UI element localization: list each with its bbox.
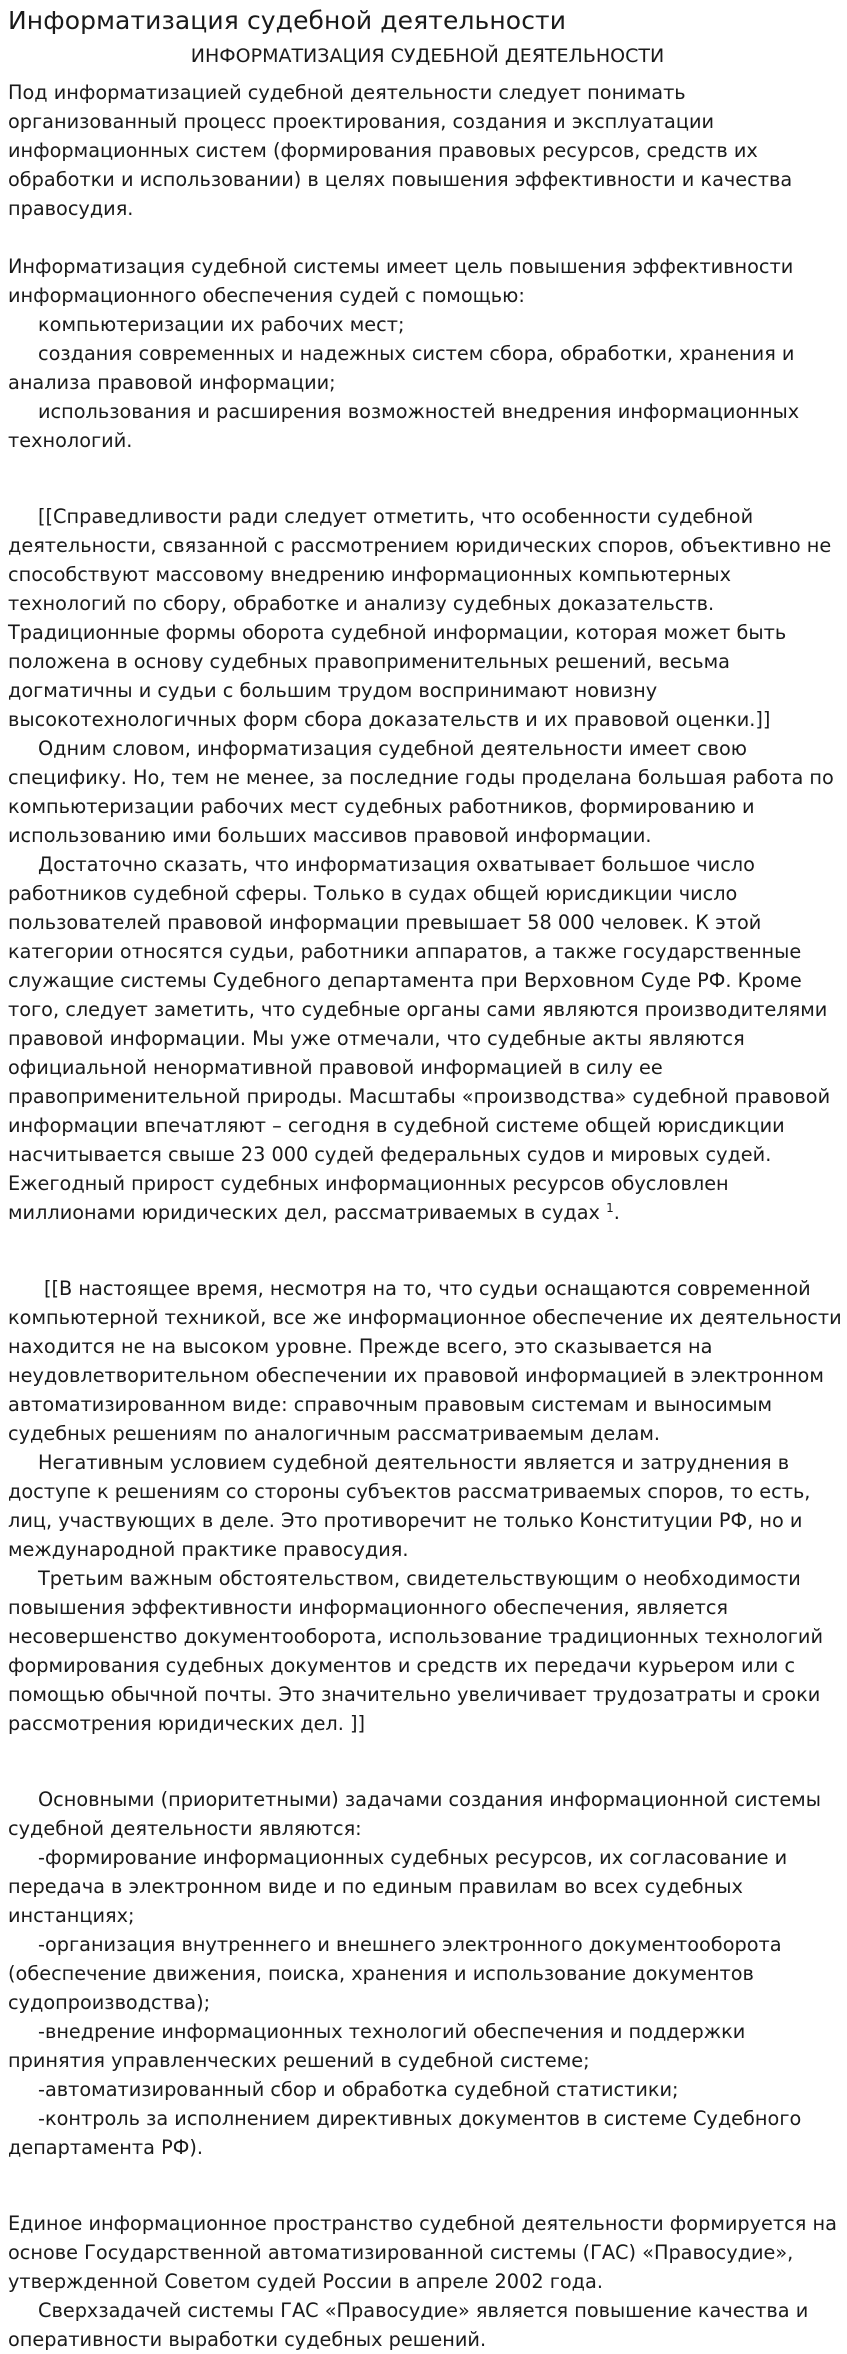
paragraph-specifics: Одним словом, информатизация судебной деятельности имеет свою специфику. Но, тем не менее, за последние годы проделана большая работа по компьютеризации рабочих мест судебных работников, формированию и использованию ими больших массивов правовой информации.: [8, 737, 834, 847]
paragraph-statistics-text: Достаточно сказать, что информатизация охватывает большое число работников судебной сферы. Только в судах общей юрисдикции число пользователей правовой информации превышает 58 000 человек. К этой категории относятся судьи, работники аппаратов, а также государственные служащие системы Судебного департамента при Верховном Суде РФ. Кроме того, следует заметить, что судебные органы сами являются производителями правовой информации. Мы уже отмечали, что судебные акты являются официальной ненормативной правовой информацией в силу ее правоприменительной природы. Масштабы «производства» судебной правовой информации впечатляют – сегодня в судебной системе общей юрисдикции насчитывается свыше 23 000 судей федеральных судов и мировых судей. Ежегодный прирост судебных информационных ресурсов обусловлен миллионами юридических дел, рассматриваемых в судах: [8, 853, 831, 1224]
spacer: [8, 1738, 847, 1767]
list-item: компьютеризации их рабочих мест;: [38, 313, 405, 336]
list-item: -организация внутреннего и внешнего электронного документооборота (обеспечение движения, поиска, хранения и использование документов судопроизводства);: [8, 1933, 782, 2014]
paragraph-bracketed-note: [[Справедливости ради следует отметить, что особенности судебной деятельности, связанной с рассмотрением юридических споров, объективно не способствуют массовому внедрению информационных компьютерных технологий по сбору, обработке и анализу судебных доказательств. Традиционные формы оборота судебной информации, которая может быть положена в основу судебных правоприменительных решений, весьма догматичны и судьи с большим трудом воспринимают новизну высокотехнологичных форм сбора доказательств и их правовой оценки.]]: [8, 505, 832, 731]
list-item: -формирование информационных судебных ресурсов, их согласование и передача в электронном виде и по единым правилам во всех судебных инстанциях;: [8, 1846, 788, 1927]
list-item: -автоматизированный сбор и обработка судебной статистики;: [38, 2078, 679, 2101]
paragraph-super-task: Сверхзадачей системы ГАС «Правосудие» является повышение качества и оперативности выработки судебных решений.: [8, 2299, 809, 2351]
paragraph-document-flow: Третьим важным обстоятельством, свидетельствующим о необходимости повышения эффективности информационного обеспечения, является несовершенство документооборота, использование традиционных технологий формирования судебных документов и средств их передачи курьером или с помощью обычной почты. Это значительно увеличивает трудозатраты и сроки рассмотрения юридических дел. ]]: [8, 1567, 823, 1735]
spacer: [8, 1767, 847, 1785]
document-page: [0, 6, 847, 2351]
section-heading: ИНФОРМАТИЗАЦИЯ СУДЕБНОЙ ДЕЯТЕЛЬНОСТИ: [190, 45, 665, 67]
spacer: [8, 2191, 847, 2209]
paragraph-end-mark: .: [613, 1201, 620, 1224]
paragraph-definition: Под информатизацией судебной деятельности следует понимать организованный процесс проектирования, создания и эксплуатации информационных систем (формирования правовых ресурсов, средств их обработки и использовании) в целях повышения эффективности и качества правосудия.: [8, 81, 793, 220]
list-item: -внедрение информационных технологий обеспечения и поддержки принятия управленческих решений в судебной системе;: [8, 2020, 746, 2072]
paragraph-current-state: [[В настоящее время, несмотря на то, что судьи оснащаются современной компьютерной техникой, все же информационное обеспечение их деятельности находится не на высоком уровне. Прежде всего, это сказывается на неудовлетворительном обеспечении их правовой информацией в электронном автоматизированном виде: справочным правовым системам и выносимым судебных решениям по аналогичным рассматриваемым делам.: [8, 1277, 842, 1445]
paragraph-statistics: [8, 850, 847, 1227]
list-item: создания современных и надежных систем сбора, обработки, хранения и анализа правовой информации;: [8, 342, 795, 394]
paragraph-access: Негативным условием судебной деятельности является и затруднения в доступе к решениям со стороны субъектов рассматриваемых споров, то есть, лиц, участвующих в деле. Это противоречит не только Конституции РФ, но и международной практике правосудия.: [8, 1451, 811, 1561]
spacer: [8, 1256, 847, 1274]
page-title: Информатизация судебной деятельности: [8, 6, 567, 35]
paragraph-tasks: Основными (приоритетными) задачами создания информационной системы судебной деятельности являются:: [8, 1788, 821, 1840]
list-item: -контроль за исполнением директивных документов в системе Судебного департамента РФ).: [8, 2107, 802, 2159]
footnote-marker: 1: [606, 1201, 614, 1215]
spacer: [8, 455, 847, 484]
document-body: [8, 78, 847, 2354]
spacer: [8, 2162, 847, 2191]
list-item: использования и расширения возможностей внедрения информационных технологий.: [8, 400, 800, 452]
paragraph-information-space: Единое информационное пространство судебной деятельности формируется на основе Государственной автоматизированной системы (ГАС) «Правосудие», утвержденной Советом судей России в апреле 2002 года.: [8, 2212, 837, 2293]
paragraph-goals: Информатизация судебной системы имеет цель повышения эффективности информационного обеспечения судей с помощью:: [8, 255, 794, 307]
spacer: [8, 1227, 847, 1256]
spacer: [8, 484, 847, 502]
spacer: [8, 223, 847, 252]
